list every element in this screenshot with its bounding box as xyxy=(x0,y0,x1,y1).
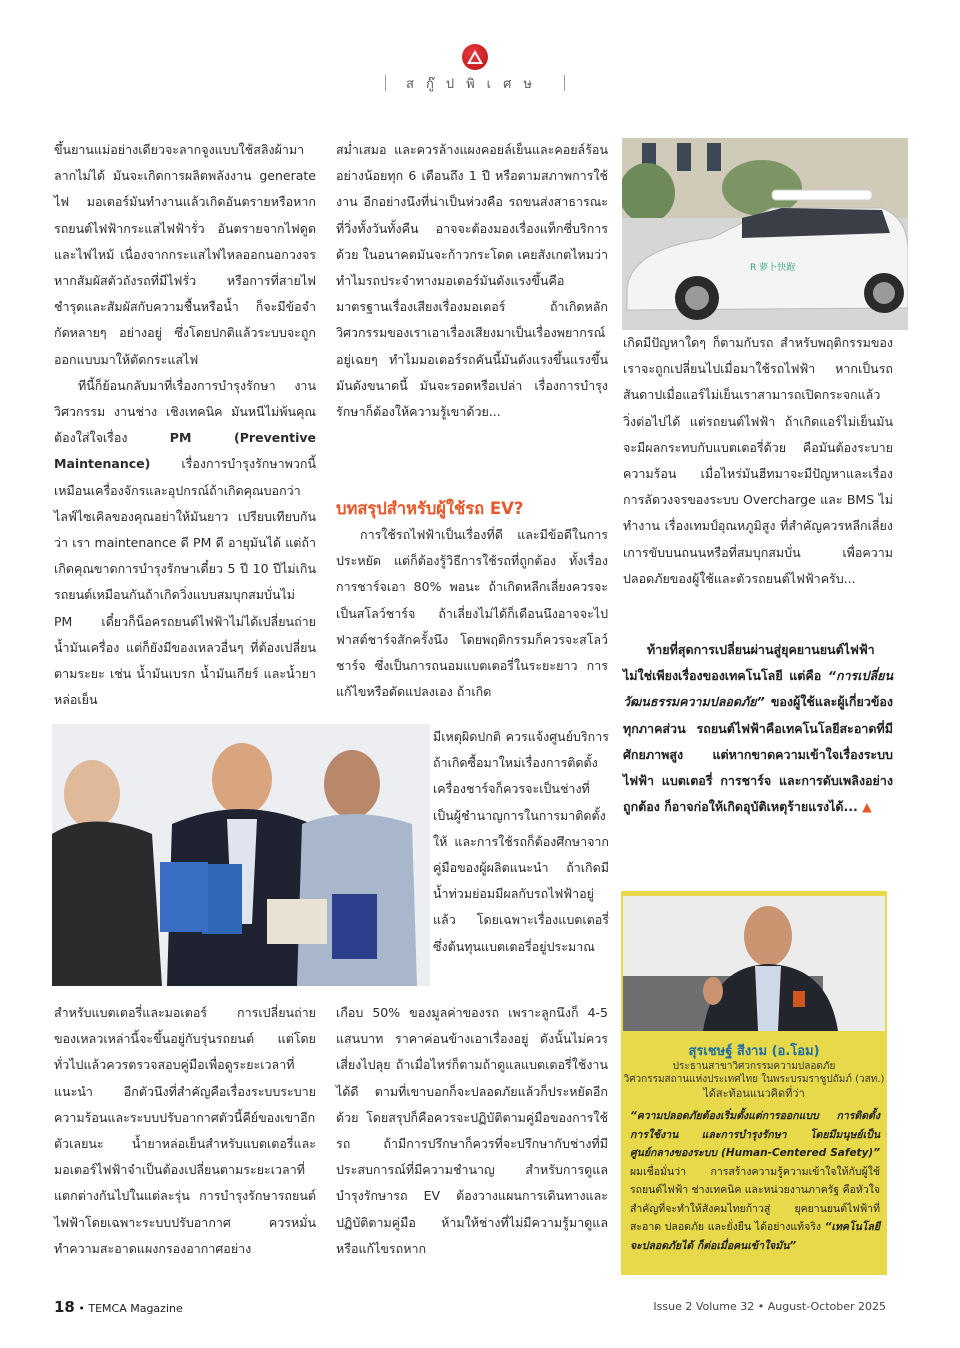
column1-bottom xyxy=(54,1000,316,1262)
svg-text:R 萝卜快跑: R 萝卜快跑 xyxy=(750,263,796,273)
section-label-text: สกู๊ปพิเศษ xyxy=(406,76,544,92)
paragraph: สม่ำเสมอ และควรล้างแผงคอยล์เย็นและคอยล์ร้อนอย่างน้อยทุก 6 เดือนถึง 1 ปี หรือตามสภาพการใช้งาน อีกอย่างนึงที่น่าเป็นห่วงคือ รถขนส่งสาธารณะที่วิ่งทั้งวันทั้งคืน อาจจะต้องมองเรื่องแท็กซี่บริการด้วย ในอนาคตมันจะก้าวกระโดด เคยสังเกตไหมว่าทำไมรถประจำทางมอเตอร์มันดังแรงขึ้นคือมาตรฐานเรื่องเสียงเรื่องมอเตอร์ ถ้าเกิดหลักวิศวกรรมของเราเอาเรื่องเสียงมาเป็นเรื่องพยากรณ์ อยู่เฉยๆ ทำไมมอเตอร์รถคันนี้มันดังแรงขึ้นแรงขึ้น มันดังขนาดนี้ มันจะรอดหรือเปล่า เรื่องการบำรุงรักษาก็ต้องให้ความรู้เขาด้วย... xyxy=(336,142,608,420)
column1-top xyxy=(54,137,316,713)
paragraph: เกิดมีปัญหาใดๆ ก็ตามกับรถ สำหรับพฤติกรรมของเราจะถูกเปลี่ยนไปเมื่อมาใช้รถไฟฟ้า หากเป็นรถสันดาปเมื่อแอร์ไม่เย็นเราสามารถเปิดกระจกแล้ววิ่งต่อไปได้ แต่รถยนต์ไฟฟ้า ถ้าเกิดแอร์ไม่เย็นมันจะมีผลกระทบกับแบตเตอรี่ด้วย คือมันต้องระบายความร้อน เมื่อไหร่มันฮีทมาจะมีปัญหาและเรื่องการลัดวงจรของระบบ Overcharge และ BMS ไม่ทำงาน เรื่องเทมป์อุณหภูมิสูง ที่สำคัญควรหลีกเลี่ยงเการขับบนถนนหรือที่สมบุกสมบั่น เพื่อความปลอดภัยของผู้ใช้และตัวรถยนต์ไฟฟ้าครับ... xyxy=(623,335,893,586)
text: เรื่องการบำรุงรักษาพวกนี้ เหมือนเครื่องจักรและอุปกรณ์ถ้าเกิดคุณบอกว่าไลฟ์ไซเคิลของคุณอย่าให้มันยาว เปรียบเทียบกันว่า เรา maintenance ดี PM ดี อายุมันได้ แต่ถ้าเกิดคุณขาดการบำรุงรักษาเดี๋ยว 5 ปี 10 ปีไม่เกิน รถยนต์เหมือนกันถ้าเกิดวิ่งแบบสมบุกสมบั่นไม่ PM เดี๋ยวก็น็อครถยนต์ไฟฟ้าไม่ได้เปลี่ยนถ่ายน้ำมันเครื่อง แต่ก็ยังมีของเหลวอื่นๆ ที่ต้องเปลี่ยนตามระยะ เช่น น้ำมันเบรก น้ำมันเกียร์ และน้ำยาหล่อเย็น xyxy=(54,456,316,708)
text: ของผู้ใช้และผู้เกี่ยวข้องทุกภาคส่วน รถยนต์ไฟฟ้าคือเทคโนโลยีสะอาดที่มีศักยภาพสูง แต่หากขาดความเข้าใจเรื่องระบบไฟฟ้า แบตเตอรี่ การชาร์จ และการดับเพลิงอย่างถูกต้อง ก็อาจก่อให้เกิดอุบัติเหตุร้ายแรงได้... xyxy=(623,694,893,815)
conclusion-paragraph xyxy=(623,637,893,820)
summary-heading: บทสรุปสำหรับผู้ใช้รถ EV? xyxy=(336,499,524,518)
paragraph: สำหรับแบตเตอรี่และมอเตอร์ การเปลี่ยนถ่ายของเหลวเหล่านี้จะขึ้นอยู่กับรุ่นรถยนต์ แต่โดยทั่วไปแล้วควรตรวจสอบคู่มือเพื่อดูระยะเวลาที่แนะนำ อีกตัวนึงที่สำคัญคือเรื่องระบบระบายความร้อนและระบบปรับอากาศตัวนี้คีย์ของเขาอีกตัวเลยนะ น้ำยาหล่อเย็นสำหรับแบตเตอรี่และมอเตอร์ไฟฟ้าจำเป็นต้องเปลี่ยนตามระยะเวลาที่แตกต่างกันไปในแต่ละรุ่น การบำรุงรักษารถยนต์ไฟฟ้าโดยเฉพาะระบบปรับอากาศ ควรหมั่นทำความสะอาดแผงกรองอากาศอย่าง xyxy=(54,1005,316,1256)
expert-title-line: ได้สะท้อนแนวคิดที่ว่า xyxy=(703,1087,805,1100)
expert-name: สุรเชษฐ์ สีงาม (อ.โอม) xyxy=(688,1044,820,1059)
section-label xyxy=(385,72,565,94)
paragraph: เกือบ 50% ของมูลค่าของรถ เพราะลูกนึงก็ 4-5 แสนบาท ราคาค่อนข้างเอาเรื่องอยู่ ดังนั้นไม่ควรเสี่ยงไปลุย ถ้าเมื่อไหร่ก็ตามถ้าดูแลแบตเตอรี่ใช้งานได้ดี ตามที่เขาบอกก็จะปลอดภัยแล้วก็ประหยัดอีกด้วย โดยสรุปก็คือควรจะปฏิบัติตามคู่มือของการใช้รถ ถ้ามีการปรึกษาก็ควรที่จะปรึกษากับช่างที่มีประสบการณ์ที่มีความชำนาญ สำหรับการดูแลบำรุงรักษารถ EV ต้องวางแผนการเดินทางและปฏิบัติตามคู่มือ ห้ามให้ช่างที่ไม่มีความรู้มาดูแล หรือแก้ไขรถหาก xyxy=(336,1005,608,1256)
temca-logo-icon xyxy=(462,44,488,70)
page-number: 18 xyxy=(54,1298,75,1316)
issue-info: Issue 2 Volume 32 • August-October 2025 xyxy=(653,1300,886,1313)
summary-wrap-text xyxy=(433,724,609,960)
text: ท้ายที่สุดการเปลี่ยนผ่านสู่ยุคยานยนต์ไฟฟ้า ไม่ใช่เพียงเรื่องของเทคโนโลยี แต่คือ xyxy=(623,642,875,684)
text: ทีนี้ก็ย้อนกลับมาที่เรื่องการบำรุงรักษา งานวิศวกรรม งานช่าง เชิงเทคนิค มันหนีไม่พ้นคุณต้องใส่ใจเรื่อง xyxy=(54,377,316,446)
pm-term: PM (Preventive Maintenance) xyxy=(54,430,316,472)
summary-intro xyxy=(336,522,608,705)
quote-highlight: “ความปลอดภัยต้องเริ่มตั้งแต่การออกแบบ การติดตั้ง การใช้งาน และการบำรุงรักษา โดยมีมนุษย์เป็นศูนย์กลางของระบบ (Human-Centered Safety)” xyxy=(630,1110,880,1159)
robotaxi-photo xyxy=(622,138,908,330)
column3-text xyxy=(623,330,893,592)
pm-paragraph xyxy=(54,373,316,714)
footer-left xyxy=(54,1298,183,1316)
highlight-quote: “การเปลี่ยนวัฒนธรรมความปลอดภัย” xyxy=(623,668,893,710)
column2-bottom xyxy=(336,1000,608,1262)
quote-end: “เทคโนโลยีจะปลอดภัยได้ ก็ต่อเมื่อคนเข้าใจมัน” xyxy=(630,1221,880,1252)
paragraph: การใช้รถไฟฟ้าเป็นเรื่องที่ดี และมีข้อดีในการประหยัด แต่ก็ต้องรู้วิธีการใช้รถที่ถูกต้อง ทั้งเรื่องการชาร์จเอา 80% พอนะ ถ้าเกิดหลีกเลี่ยงควรจะเป็นสโลว์ชาร์จ ถ้าเลี่ยงไม่ได้ก็เดือนนึงอาจจะไปฟาสต์ชาร์จสักครั้งนึง โดยพฤติกรรมก็ควรจะสโลว์ชาร์จ ซึ่งเป็นการถนอมแบตเตอรี่ในระยะยาว การแก้ไขหรือดัดแปลงเอง ถ้าเกิด xyxy=(336,527,608,700)
magazine-name: • TEMCA Magazine xyxy=(78,1302,183,1315)
expert-title-line: วิศวกรรมสถานแห่งประเทศไทย ในพระบรมราชูปถัมภ์ (วสท.) xyxy=(623,1074,885,1085)
temca-end-mark-icon: ▲ xyxy=(862,799,872,815)
expert-quote xyxy=(630,1107,880,1255)
divider xyxy=(564,75,565,91)
expert-title-line: ประธานสาขาวิศวกรรมความปลอดภัย xyxy=(672,1061,836,1072)
paragraph: มีเหตุผิดปกติ ควรแจ้งศูนย์บริการ ถ้าเกิดซื้อมาใหม่เรื่องการติดตั้งเครื่องชาร์จก็ควรจะเป็นช่างที่เป็นผู้ชำนาญการในการมาติดตั้งให้ และการใช้รถก็ต้องศึกษาจากคู่มือของผู้ผลิตแนะนำ ถ้าเกิดมีน้ำท่วมย่อมมีผลกับรถไฟฟ้าอยู่แล้ว โดยเฉพาะเรื่องแบตเตอรี่ ซึ่งต้นทุนแบตเตอรี่อยู่ประมาณ xyxy=(433,729,609,954)
speaker-photo xyxy=(623,896,885,1031)
group-photo xyxy=(52,724,430,986)
column2-top xyxy=(336,137,608,425)
conclusion xyxy=(623,637,893,820)
paragraph: ขึ้นยานแม่อย่างเดียวจะลากจูงแบบใช้สลิงผ้ามาลากไม่ได้ มันจะเกิดการผลิตพลังงาน generate ไฟ มอเตอร์มันทำงานแล้วเกิดอันตรายหรือหากรถยนต์ไฟฟ้ากระแสไฟฟ้ารั่ว อันตรายจากไฟดูดและไฟไหม้ เนื่องจากกระแสไฟไหลออกนอกวงจร หากสัมผัสตัวถังรถที่มีไฟรั่ว หรือการที่สายไฟชำรุดและสัมผัสกับความชื้นหรือน้ำ ก็จะมีข้อจำกัดหลายๆ อย่างอยู่ ซึ่งโดยปกติแล้วระบบจะถูกออกแบบมาให้ตัดกระแสไฟ xyxy=(54,142,316,367)
divider xyxy=(385,75,386,91)
quote-body: ผมเชื่อมั่นว่า การสร้างความรู้ความเข้าใจให้กับผู้ใช้รถยนต์ไฟฟ้า ช่างเทคนิค และหน่วยงานภาครัฐ คือหัวใจสำคัญที่จะทำให้สังคมไทยก้าวสู่ ยุคยานยนต์ไฟฟ้าที่สะอาด ปลอดภัย และยั่งยืน ได้อย่างแท้จริง xyxy=(630,1165,880,1233)
